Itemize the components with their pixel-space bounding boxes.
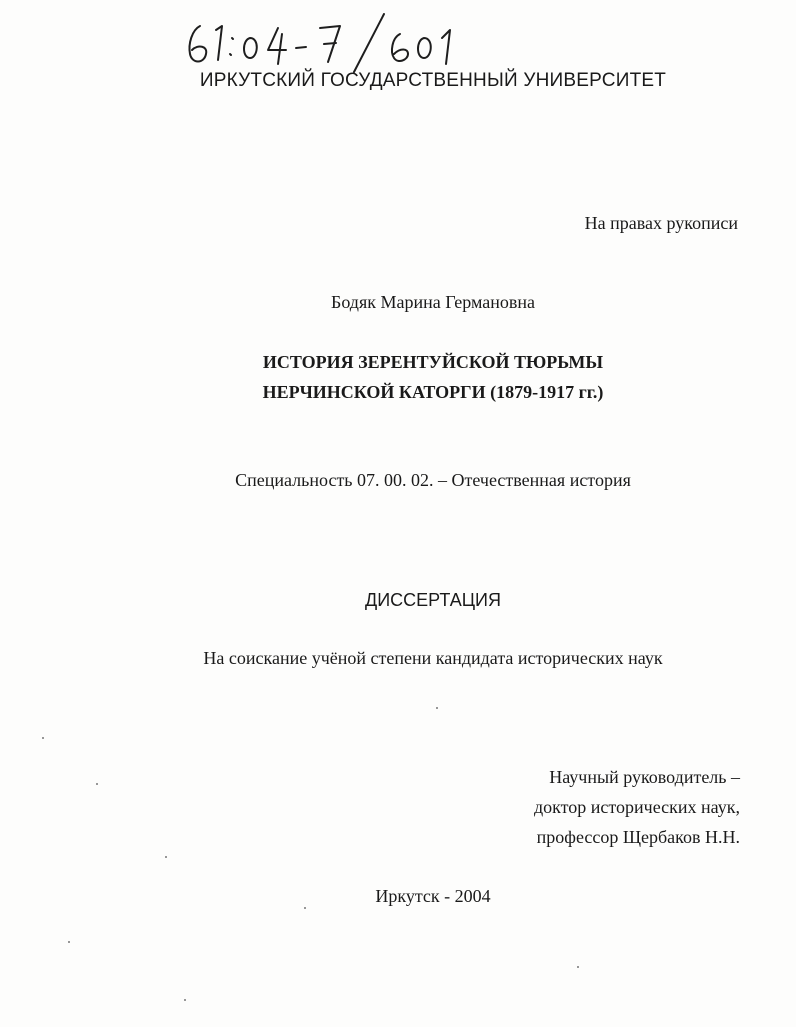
scan-speck: [165, 856, 167, 858]
supervisor-degree: доктор исторических наук,: [534, 797, 740, 817]
degree-purpose: На соискание учёной степени кандидата исторических наук: [203, 648, 663, 668]
handwritten-archive-code: [178, 8, 478, 74]
scan-speck: [68, 941, 70, 943]
scan-speck: [184, 999, 186, 1001]
dissertation-title-line-1: ИСТОРИЯ ЗЕРЕНТУЙСКОЙ ТЮРЬМЫ: [262, 352, 604, 372]
scan-speck: [577, 966, 579, 968]
university-name: ИРКУТСКИЙ ГОСУДАРСТВЕННЫЙ УНИВЕРСИТЕТ: [199, 70, 667, 91]
specialty-code: Специальность 07. 00. 02. – Отечественная история: [235, 470, 631, 490]
supervisor-name: профессор Щербаков Н.Н.: [536, 827, 740, 847]
city-and-year: Иркутск - 2004: [375, 886, 491, 906]
handwritten-code-image: [178, 8, 478, 74]
scan-speck: [42, 737, 44, 739]
scan-speck: [96, 783, 98, 785]
document-type-heading: ДИССЕРТАЦИЯ: [365, 590, 501, 610]
supervisor-role: Научный руководитель –: [549, 767, 740, 787]
author-name: Бодяк Марина Германовна: [330, 292, 535, 312]
dissertation-title-line-2: НЕРЧИНСКОЙ КАТОРГИ (1879-1917 гг.): [262, 382, 604, 402]
scan-speck: [436, 707, 438, 709]
scan-speck: [304, 907, 306, 909]
manuscript-rights-note: На правах рукописи: [584, 213, 738, 233]
